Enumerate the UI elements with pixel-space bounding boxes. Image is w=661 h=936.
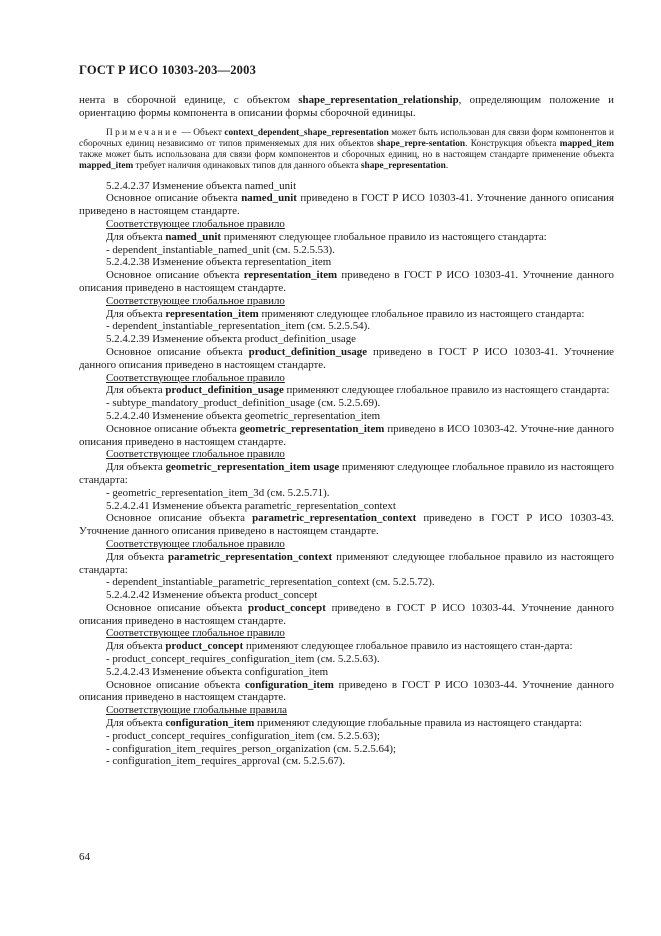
section-description: Основное описание объекта configuration_item приведено в ГОСТ Р ИСО 10303-44. Уточнение данного описания приведено в настоящем стандарте. — [79, 678, 614, 704]
intro-paragraph: нента в сборочной единице, с объектом shape_representation_relationship, определяющим положение и ориентацию формы компонента в описании формы сборочной единицы. — [79, 94, 614, 119]
rule-item: - subtype_mandatory_product_definition_usage (см. 5.2.5.69). — [106, 397, 381, 410]
section-description: Основное описание объекта product_concept приведено в ГОСТ Р ИСО 10303-44. Уточнение данного описания приведено в настоящем стандарте. — [79, 601, 614, 627]
rule-description: Для объекта representation_item применяют следующее глобальное правило из настоящего стандарта: — [106, 307, 585, 320]
section — [79, 333, 614, 410]
rule-item: - dependent_instantiable_parametric_representation_context (см. 5.2.5.72). — [106, 576, 435, 589]
rule-heading: Соответствующее глобальное правило — [106, 448, 285, 461]
section — [79, 256, 614, 333]
rule-description: Для объекта product_concept применяют следующее глобальное правило из настоящего стан-дарта: — [106, 640, 573, 653]
page-header: ГОСТ Р ИСО 10303-203—2003 — [79, 63, 257, 77]
rule-heading: Соответствующие глобальные правила — [106, 704, 288, 717]
sections-container — [79, 180, 614, 769]
rule-item: - product_concept_requires_configuration_item (см. 5.2.5.63); — [106, 729, 380, 742]
section — [79, 500, 614, 590]
rule-heading: Соответствующее глобальное правило — [106, 294, 285, 307]
section-heading: 5.2.4.2.40 Изменение объекта geometric_representation_item — [106, 409, 381, 422]
note-paragraph: Примечание — Объект context_dependent_shape_representation может быть использован для связи форм компонентов и сборочных единиц независимо от типов применяемых для них объектов shape_repre-sentation. Конструкция объекта mapped_item также может быть использована для связи форм компонентов и сборочных единиц, но в настоящем стандарте применение объекта mapped_item требует наличия одинаковых типов для данного объекта shape_representation. — [79, 127, 614, 171]
section-description: Основное описание объекта named_unit приведено в ГОСТ Р ИСО 10303-41. Уточнение данного описания приведено в настоящем стандарте. — [79, 192, 614, 218]
document-body — [79, 94, 614, 768]
rule-heading: Соответствующее глобальное правило — [106, 371, 285, 384]
rule-item: - geometric_representation_item_3d (см. 5.2.5.71). — [106, 486, 330, 499]
section-heading: 5.2.4.2.37 Изменение объекта named_unit — [106, 179, 297, 192]
rule-heading: Соответствующее глобальное правило — [106, 217, 285, 230]
note-label: Примечание — [106, 127, 179, 138]
section-heading: 5.2.4.2.38 Изменение объекта representation_item — [106, 256, 332, 269]
rule-description: Для объекта named_unit применяют следующее глобальное правило из настоящего стандарта: — [106, 230, 547, 243]
rule-item: - dependent_instantiable_named_unit (см. 5.2.5.53). — [106, 243, 335, 256]
section-heading: 5.2.4.2.43 Изменение объекта configuration_item — [106, 665, 329, 678]
rule-description: Для объекта product_definition_usage применяют следующее глобальное правило из настоящего стандарта: — [106, 384, 610, 397]
rule-item: - product_concept_requires_configuration_item (см. 5.2.5.63). — [106, 653, 380, 666]
section-description: Основное описание объекта product_definition_usage приведено в ГОСТ Р ИСО 10303-41. Уточнение данного описания приведено в настоящем стандарте. — [79, 345, 614, 371]
rule-description: Для объекта parametric_representation_context применяют следующее глобальное правило из настоящего стандарта: — [79, 550, 615, 576]
section-heading: 5.2.4.2.41 Изменение объекта parametric_representation_context — [106, 499, 396, 512]
section-heading: 5.2.4.2.39 Изменение объекта product_definition_usage — [106, 333, 356, 346]
rule-description: Для объекта geometric_representation_item usage применяют следующее глобальное правило из настоящего стандарта: — [79, 461, 614, 486]
rule-item: - configuration_item_requires_person_organization (см. 5.2.5.64); — [106, 742, 397, 755]
section-description: Основное описание объекта geometric_representation_item приведено в ИСО 10303-42. Уточне-ние данного описания приведено в настоящем стандарте. — [79, 422, 614, 448]
page-number: 64 — [79, 851, 90, 863]
rule-item: - configuration_item_requires_approval (см. 5.2.5.67). — [106, 755, 346, 768]
rule-heading: Соответствующее глобальное правило — [106, 627, 285, 640]
section-description: Основное описание объекта parametric_representation_context приведено в ГОСТ Р ИСО 10303-43. Уточнение данного описания приведено в настоящем стандарте. — [79, 512, 614, 538]
rule-description: Для объекта configuration_item применяют следующие глобальные правила из настоящего стандарта: — [106, 717, 583, 730]
section — [79, 180, 614, 257]
section — [79, 666, 614, 768]
section-heading: 5.2.4.2.42 Изменение объекта product_concept — [106, 589, 318, 602]
section-description: Основное описание объекта representation_item приведено в ГОСТ Р ИСО 10303-41. Уточнение данного описания приведено в настоящем стандарте. — [79, 269, 614, 294]
section — [79, 410, 614, 500]
rule-item: - dependent_instantiable_representation_item (см. 5.2.5.54). — [106, 320, 370, 333]
section — [79, 589, 614, 666]
rule-heading: Соответствующее глобальное правило — [106, 537, 285, 550]
